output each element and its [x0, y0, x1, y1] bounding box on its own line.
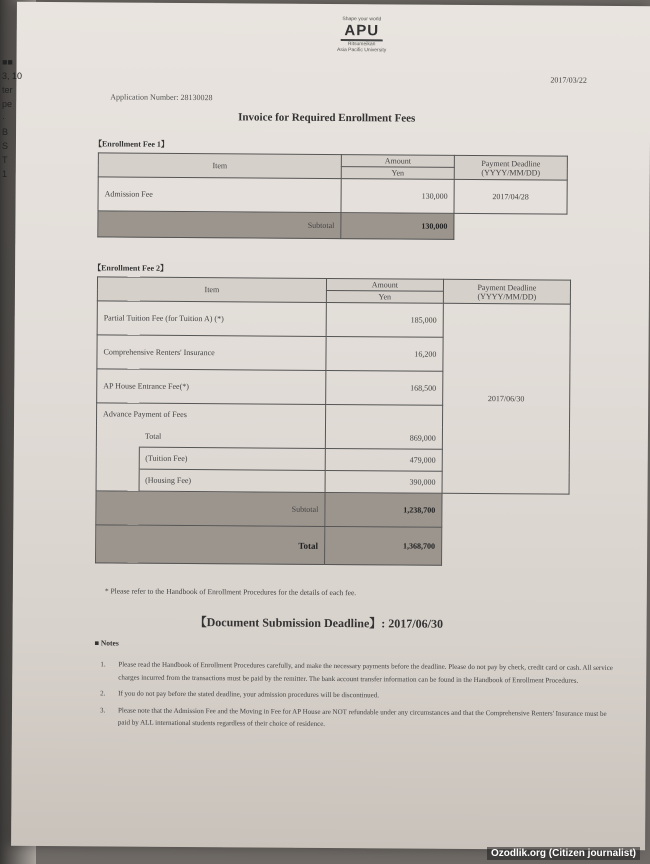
fee2-col-item: Item	[97, 277, 326, 303]
margin-mark: 3, 10	[2, 71, 23, 81]
fee1-table	[97, 152, 568, 240]
fee2-col-unit: Yen	[326, 290, 443, 303]
logo-mark: APU	[340, 22, 383, 41]
note-number: 2.	[100, 689, 106, 698]
margin-mark: B	[2, 127, 9, 137]
fee2-subtotal-row	[96, 491, 569, 528]
fee2-subtotal-value: 1,238,700	[325, 492, 442, 527]
fee2-col-amount: Amount	[326, 278, 443, 291]
issue-date: 2017/03/22	[550, 75, 587, 85]
fee1-amount: 130,000	[341, 179, 454, 214]
fee2-advance-total-value: 869,000	[325, 426, 442, 449]
notes-heading: ■ Notes	[94, 638, 119, 648]
submission-deadline: 【Document Submission Deadline】: 2017/06/30	[194, 615, 444, 631]
list-item	[100, 658, 620, 687]
fee2-item: Partial Tuition Fee (for Tuition A) (*)	[97, 301, 326, 337]
margin-mark: ·	[2, 113, 5, 123]
application-number: Application Number: 28130028	[110, 92, 213, 103]
margin-mark: 1	[2, 169, 8, 179]
fee2-col-deadline: Payment Deadline (YYYY/MM/DD)	[443, 279, 570, 304]
note-number: 3.	[99, 705, 106, 714]
fee1-col-item: Item	[98, 153, 341, 179]
university-logo	[322, 16, 402, 54]
fee2-total-row	[96, 525, 569, 566]
fee2-total-label: Total	[96, 525, 325, 565]
fee2-tuition-label: (Tuition Fee)	[139, 447, 326, 470]
logo-sub1: Ritsumeikan	[347, 41, 376, 48]
fee2-subtotal-label: Subtotal	[96, 491, 325, 527]
fee2-amount: 185,000	[326, 302, 443, 337]
margin-mark: T	[2, 155, 8, 165]
note-text: Please read the Handbook of Enrollment Procedures carefully, and make the necessary payments before the deadline. Please do not pay by check, credit card or cash. All service charges incurred from the transactions must be paid by the remitter. The bank account transfer information can be found in the Handbook of Enrollment Procedures.	[118, 660, 613, 685]
fee2-tuition-value: 479,000	[325, 448, 442, 471]
fee2-amount: 16,200	[326, 336, 443, 371]
fee1-subtotal-value: 130,000	[341, 213, 454, 240]
margin-mark: ■■	[2, 57, 13, 67]
table-row	[97, 301, 570, 338]
margin-mark: ter	[2, 85, 13, 95]
fee1-col-unit: Yen	[341, 167, 454, 180]
fee1-subtotal-label: Subtotal	[98, 211, 341, 239]
fee2-housing-label: (Housing Fee)	[139, 469, 326, 492]
note-text: Please note that the Admission Fee and the Moving in Fee for AP House are NOT refundable under any circumstances and that the Comprehensive Renters' Insurance must be paid by ALL international students regardless of their choice of residence.	[117, 706, 607, 728]
note-number: 1.	[100, 660, 106, 669]
fee2-total-value: 1,368,700	[324, 526, 441, 565]
fee2-advance-label: Advance Payment of Fees	[97, 403, 326, 427]
footnote: * Please refer to the Handbook of Enrollment Procedures for the details of each fee.	[104, 586, 357, 598]
fee1-subtotal-row	[98, 211, 567, 240]
list-item	[100, 687, 620, 703]
fee1-deadline: 2017/04/28	[454, 179, 567, 214]
fee2-housing-value: 390,000	[325, 470, 442, 493]
fee2-label: 【Enrollment Fee 2】	[93, 263, 169, 273]
list-item	[100, 704, 620, 733]
fee2-advance-total-label: Total	[139, 425, 326, 448]
fee2-item: AP House Entrance Fee(*)	[97, 369, 326, 405]
fee1-col-amount: Amount	[341, 155, 454, 168]
fee2-deadline: 2017/06/30	[442, 303, 570, 494]
margin-mark: pe	[2, 99, 13, 109]
fee1-item: Admission Fee	[98, 177, 341, 213]
notes-list	[100, 658, 621, 736]
left-margin-marks	[2, 55, 32, 181]
logo-sub2: Asia Pacific University	[337, 47, 387, 54]
margin-mark: S	[2, 141, 9, 151]
fee1-col-deadline: Payment Deadline (YYYY/MM/DD)	[454, 155, 567, 180]
invoice-title: Invoice for Required Enrollment Fees	[238, 111, 416, 125]
invoice-paper	[11, 2, 650, 850]
fee2-amount: 168,500	[326, 370, 443, 405]
note-text: If you do not pay before the stated deadline, your admission procedures will be discontinued.	[118, 689, 380, 700]
fee2-item: Comprehensive Renters' Insurance	[97, 335, 326, 371]
logo-tagline: Shape your world	[342, 16, 382, 23]
table-row	[98, 177, 567, 214]
photo-credit: Ozodlik.org (Citizen journalist)	[487, 847, 640, 860]
fee1-label: 【Enrollment Fee 1】	[93, 139, 169, 149]
fee2-table	[95, 276, 571, 566]
